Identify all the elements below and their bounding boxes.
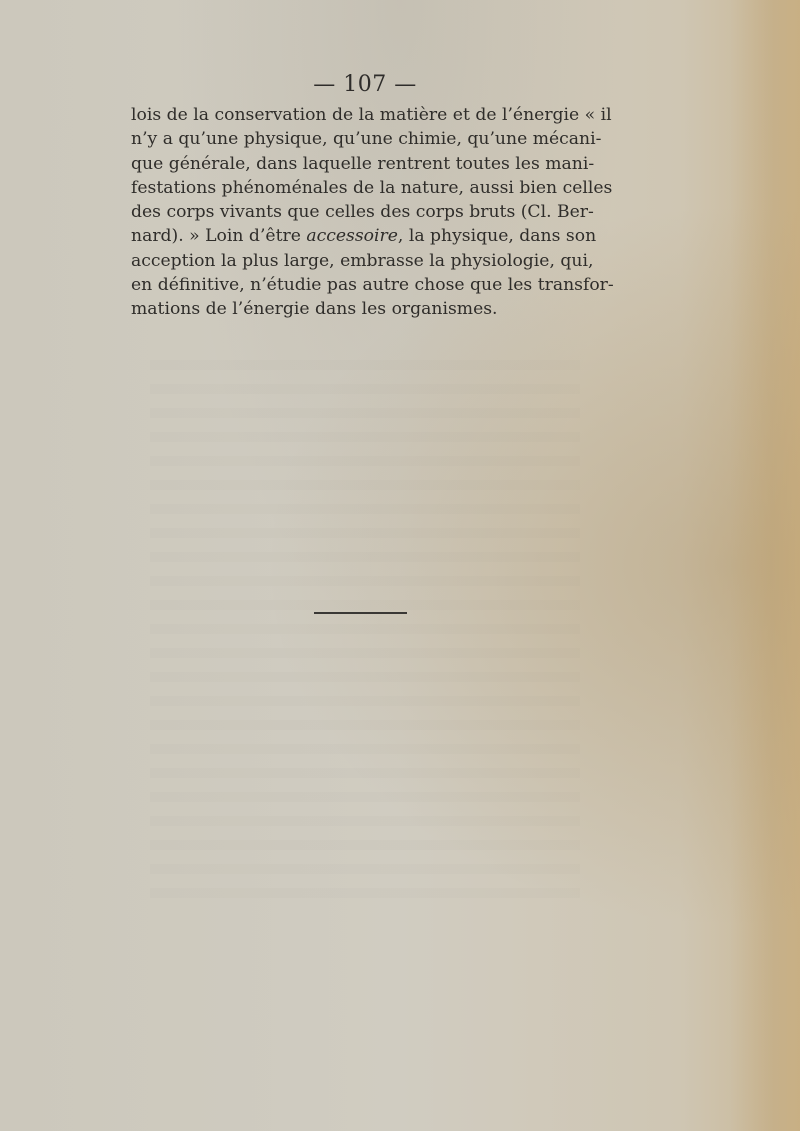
section-divider — [314, 612, 407, 614]
italic-word: accessoire — [306, 226, 398, 247]
text-line: festations phénoménales de la nature, aussi bien celles — [131, 177, 613, 198]
text-line: que générale, dans laquelle rentrent toutes les mani- — [131, 153, 595, 174]
text-line: acception la plus large, embrasse la physiologie, qui, — [131, 250, 594, 271]
page-edge-stain — [730, 0, 800, 1131]
body-paragraph — [131, 103, 614, 322]
text-segment: , la physique, dans son — [397, 226, 597, 247]
text-line: n’y a qu’une physique, qu’une chimie, qu’une mécani- — [131, 129, 602, 150]
bleed-through-text — [150, 360, 580, 900]
text-line-with-italic — [131, 224, 597, 248]
text-line: des corps vivants que celles des corps bruts (Cl. Ber- — [131, 202, 594, 223]
text-segment: nard). » Loin d’être — [131, 226, 307, 247]
text-line: en définitive, n’étudie pas autre chose que les transfor- — [131, 275, 614, 296]
text-line: lois de la conservation de la matière et de l’énergie « il — [131, 105, 612, 125]
page-number: — 107 — — [313, 72, 417, 97]
text-line: mations de l’énergie dans les organismes. — [131, 299, 498, 320]
